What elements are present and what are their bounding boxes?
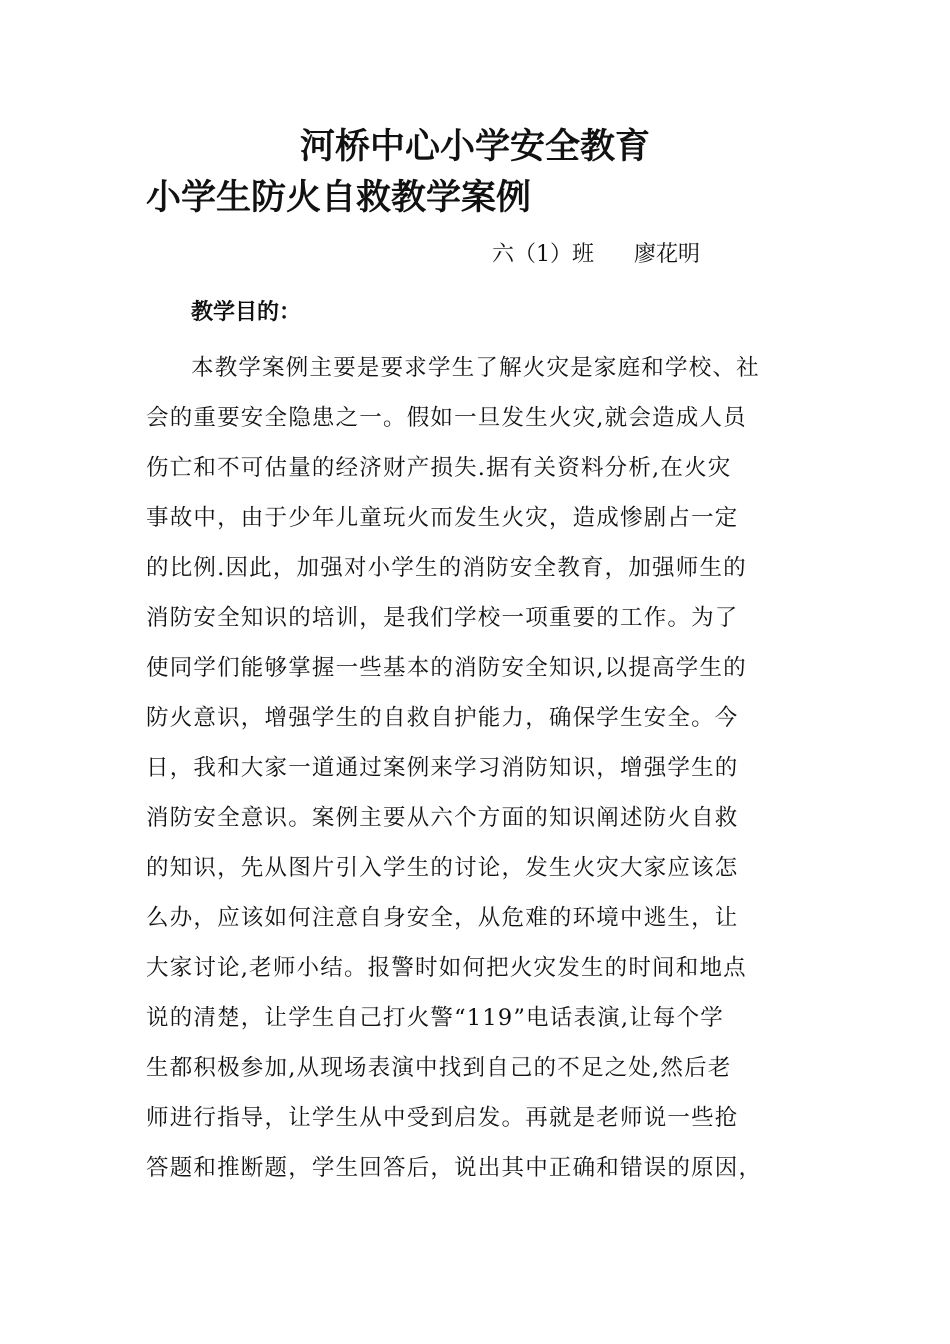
author-line xyxy=(492,240,700,270)
paragraph-line: 大家讨论,老师小结。报警时如何把火灾发生的时间和地点 xyxy=(146,955,747,981)
paragraph-line: 会的重要安全隐患之一。假如一旦发生火灾,就会造成人员 xyxy=(146,405,747,431)
paragraph-line: 消防安全知识的培训，是我们学校一项重要的工作。为了 xyxy=(146,605,739,631)
paragraph-line: 本教学案例主要是要求学生了解火灾是家庭和学校、社 xyxy=(191,355,760,381)
body-paragraph xyxy=(146,350,806,1200)
paragraph-line: 说的清楚，让学生自己打火警“119”电话表演,让每个学 xyxy=(146,1005,725,1031)
paragraph-line: 答题和推断题，学生回答后，说出其中正确和错误的原因， xyxy=(146,1155,763,1181)
paragraph-line: 的知识，先从图片引入学生的讨论，发生火灾大家应该怎 xyxy=(146,855,739,881)
paragraph-line: 师进行指导，让学生从中受到启发。再就是老师说一些抢 xyxy=(146,1105,739,1131)
document-title-line-1: 河桥中心小学安全教育 xyxy=(300,126,651,167)
paragraph-line: 使同学们能够掌握一些基本的消防安全知识,以提高学生的 xyxy=(146,655,747,681)
paragraph-line: 日，我和大家一道通过案例来学习消防知识，增强学生的 xyxy=(146,755,739,781)
paragraph-line: 么办，应该如何注意自身安全，从危难的环境中逃生，让 xyxy=(146,905,739,931)
document-title-line-2: 小学生防火自救教学案例 xyxy=(146,177,532,218)
paragraph-line: 消防安全意识。案例主要从六个方面的知识阐述防火自救 xyxy=(146,805,739,831)
paragraph-line: 伤亡和不可估量的经济财产损失.据有关资料分析,在火灾 xyxy=(146,455,732,481)
paragraph-line: 事故中，由于少年儿童玩火而发生火灾，造成惨剧占一定 xyxy=(146,505,739,531)
author-name: 廖花明 xyxy=(634,242,701,267)
paragraph-line: 的比例.因此，加强对小学生的消防安全教育，加强师生的 xyxy=(146,555,747,581)
author-class: 六（1）班 xyxy=(492,242,594,267)
section-heading: 教学目的： xyxy=(191,299,302,325)
paragraph-line: 生都积极参加,从现场表演中找到自己的不足之处,然后老 xyxy=(146,1055,732,1081)
paragraph-line: 防火意识，增强学生的自救自护能力，确保学生安全。今 xyxy=(146,705,739,731)
